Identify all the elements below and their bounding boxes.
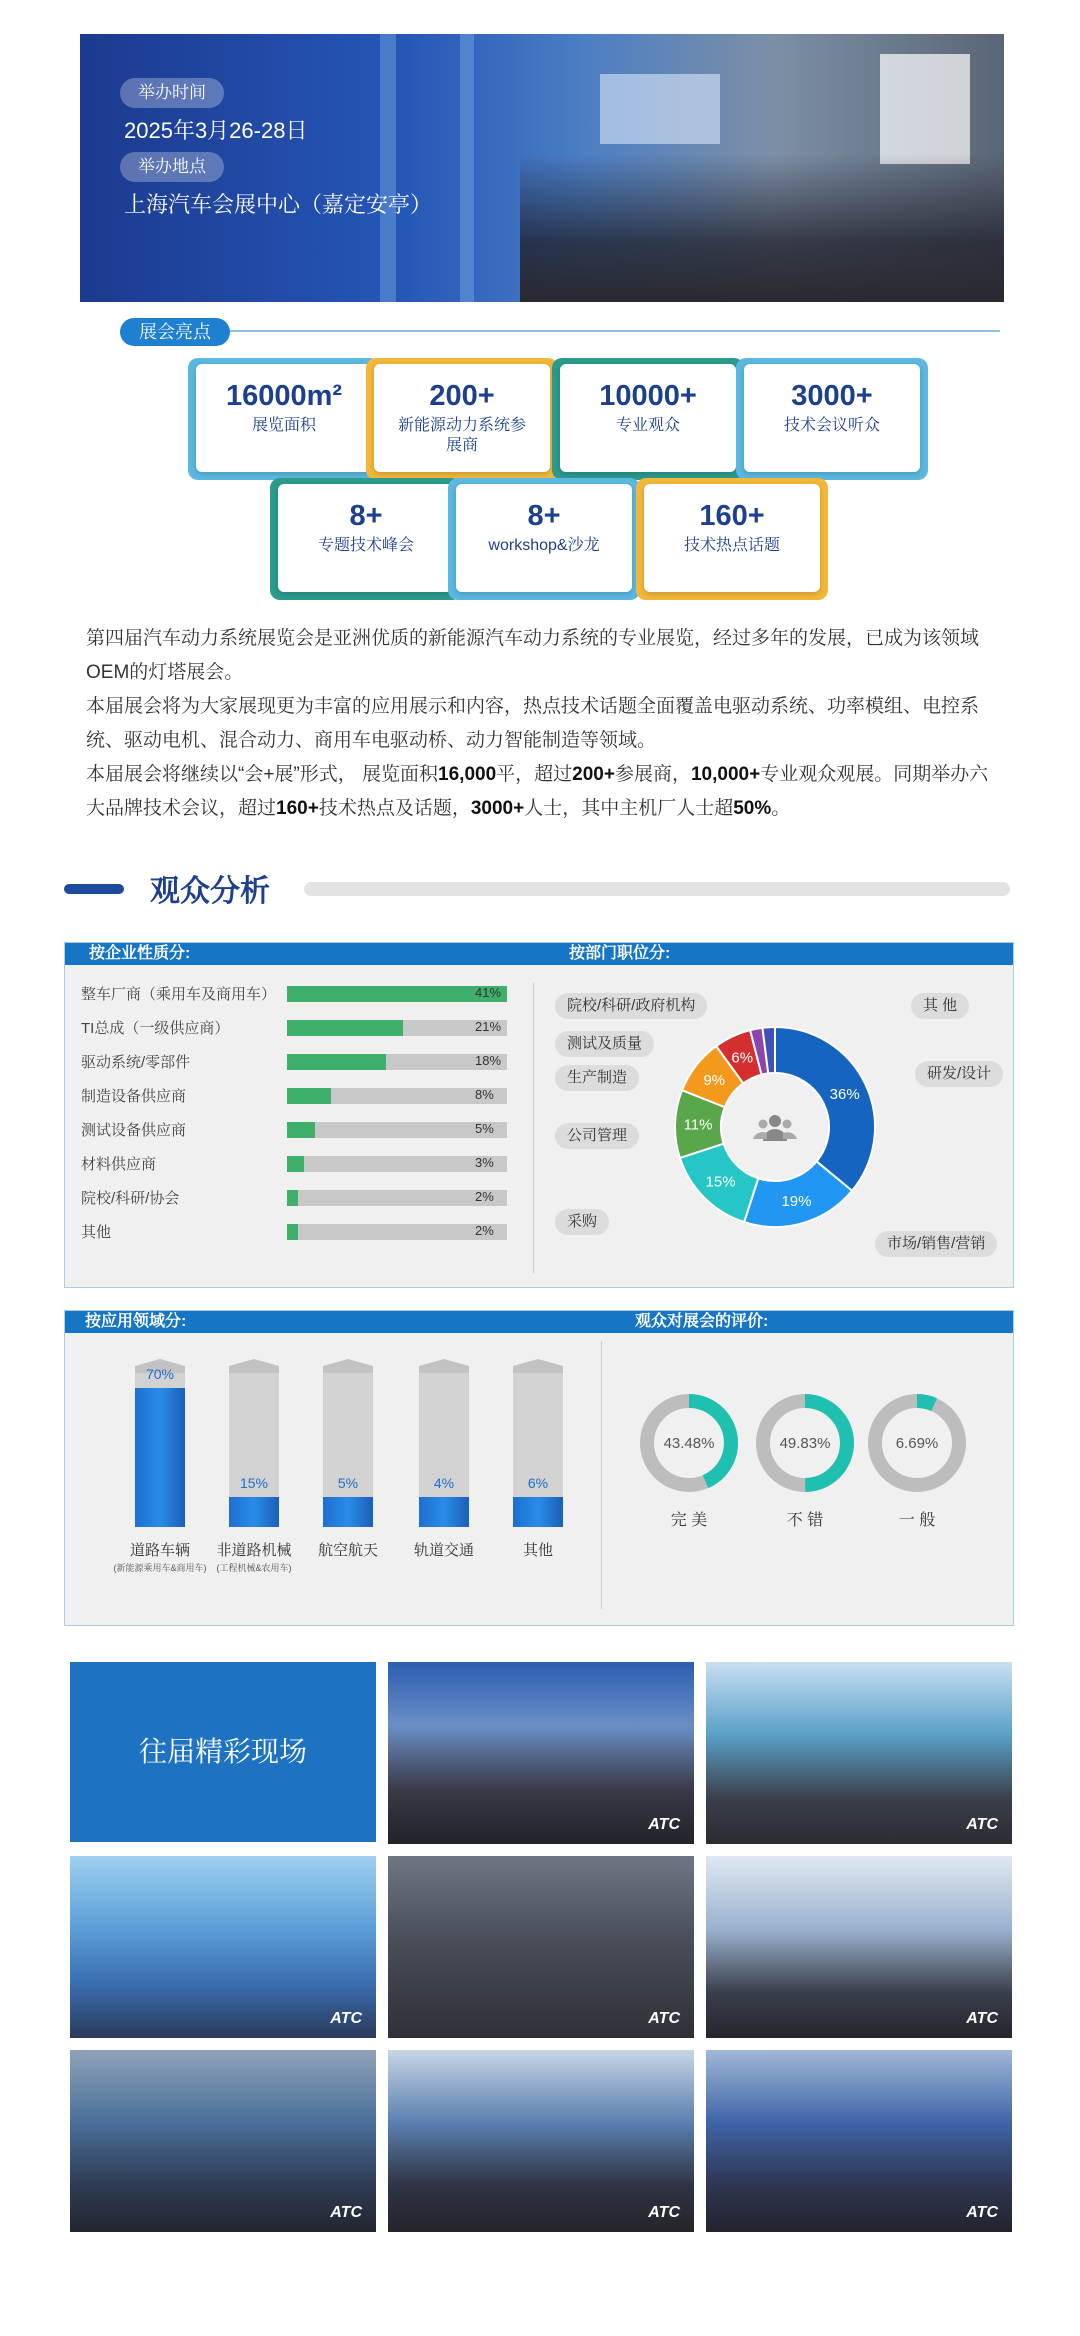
stat-label: 技术热点话题 <box>683 537 780 554</box>
stat-number: 200+ <box>429 380 495 412</box>
intro-paragraph: 本届展会将为大家展现更为丰富的应用展示和内容，热点技术话题全面覆盖电驱动系统、功率模组、电控系统、驱动电机、混合动力、商用车电驱动桥、动力智能制造等领域。 <box>86 696 980 751</box>
pillar-fill <box>135 1388 185 1527</box>
booth-graphic <box>880 54 970 164</box>
section-accent <box>64 884 124 894</box>
pillar-cap <box>419 1359 469 1373</box>
crowd-photo <box>520 154 1004 302</box>
donut-value-label: 15% <box>705 1173 736 1191</box>
company-bar-row <box>81 1085 551 1105</box>
company-bar-label: 制造设备供应商 <box>81 1088 187 1105</box>
stat-number: 8+ <box>349 500 383 532</box>
stat-card <box>560 364 736 472</box>
pillar-fill <box>229 1497 279 1527</box>
gallery-photo <box>706 1856 1012 2038</box>
pillar-label: 轨道交通 <box>413 1542 474 1559</box>
company-bar-fill <box>287 1122 315 1138</box>
dept-label: 研发/设计 <box>915 1061 1003 1087</box>
company-bar-row <box>81 1051 551 1071</box>
donut-value-label: 11% <box>683 1116 713 1134</box>
stat-card <box>744 364 920 472</box>
dept-donut-chart <box>665 1017 885 1237</box>
company-bar-label: 驱动系统/零部件 <box>81 1054 191 1071</box>
company-bar-track <box>287 1122 507 1138</box>
donut-value-label: 6% <box>731 1049 754 1067</box>
pillar-cap <box>513 1359 563 1373</box>
audience-panel-1 <box>64 942 1014 1288</box>
by-dept-title: 按部门职位分: <box>569 945 671 962</box>
intro-text <box>86 622 996 826</box>
hall-pillar <box>460 34 474 302</box>
by-app-title: 按应用领域分: <box>85 1313 187 1330</box>
atc-logo: ATC <box>330 2204 362 2221</box>
intro-paragraph: 第四届汽车动力系统展览会是亚洲优质的新能源汽车动力系统的专业展览，经过多年的发展，已成为该领域OEM的灯塔展会。 <box>86 628 980 683</box>
company-bar-track <box>287 1020 507 1036</box>
intro-paragraph: 本届展会将继续以“会+展”形式， 展览面积16,000平，超过200+参展商，10,000+专业观众观展。同期举办六大品牌技术会议，超过160+技术热点及话题，3000+人士，其中主机厂人士超50%。 <box>86 764 989 819</box>
pillar-sublabel: (工程机械&农用车) <box>216 1563 292 1573</box>
app-pillar <box>419 1359 469 1533</box>
hall-pillar <box>380 34 396 302</box>
company-bar-value: 8% <box>475 1087 494 1102</box>
place-label: 举办地点 <box>120 152 224 182</box>
section-divider <box>304 882 1010 896</box>
gallery-photo <box>388 1662 694 1844</box>
stat-card <box>374 364 550 472</box>
gallery-photo <box>388 2050 694 2232</box>
stat-card <box>644 484 820 592</box>
atc-logo: ATC <box>648 1816 680 1833</box>
pillar-value: 6% <box>527 1475 549 1491</box>
company-bar-label: 其他 <box>81 1224 112 1241</box>
dept-label: 公司管理 <box>555 1123 639 1149</box>
company-bar-track <box>287 1156 507 1172</box>
dept-label: 生产制造 <box>555 1065 639 1091</box>
company-bar-value: 41% <box>475 985 502 1000</box>
audience-panel-2 <box>64 1310 1014 1626</box>
stat-card <box>278 484 454 592</box>
app-pillar <box>229 1359 279 1533</box>
stat-label: 专题技术峰会 <box>317 537 414 554</box>
company-bar-track <box>287 1088 507 1104</box>
app-pillar <box>513 1359 563 1533</box>
svg-text:43.48%: 43.48% <box>663 1435 715 1452</box>
stat-label: 技术会议听众 <box>783 417 880 434</box>
highlights-title: 展会亮点 <box>120 318 230 346</box>
dept-label: 其 他 <box>911 993 969 1019</box>
company-bar-track <box>287 986 507 1002</box>
rating-ring <box>753 1391 857 1495</box>
gallery-photo <box>70 2050 376 2232</box>
rating-title: 观众对展会的评价: <box>635 1313 769 1330</box>
donut-value-label: 36% <box>829 1086 860 1104</box>
atc-logo: ATC <box>330 2010 362 2027</box>
donut-value-label: 9% <box>703 1071 726 1089</box>
company-bar-label: 院校/科研/协会 <box>81 1190 180 1207</box>
atc-logo: ATC <box>966 2204 998 2221</box>
stat-label: 专业观众 <box>615 417 680 434</box>
app-pillar <box>323 1359 373 1533</box>
company-bar-row <box>81 1153 551 1173</box>
company-bar-track <box>287 1054 507 1070</box>
stat-card-body <box>374 364 550 472</box>
time-value: 2025年3月26-28日 <box>124 118 308 143</box>
dept-label: 测试及质量 <box>555 1031 654 1057</box>
pillar-fill <box>419 1497 469 1527</box>
stat-card-body <box>644 484 820 592</box>
pillar-label: 非道路机械 <box>216 1542 292 1559</box>
app-pillar <box>135 1359 185 1533</box>
svg-text:6.69%: 6.69% <box>895 1435 939 1452</box>
company-bar-value: 5% <box>475 1121 494 1136</box>
stat-number: 8+ <box>527 500 561 532</box>
company-bar-value: 2% <box>475 1223 494 1238</box>
stat-label: 展览面积 <box>251 417 316 434</box>
dept-label: 采购 <box>555 1209 609 1235</box>
pillar-value: 70% <box>145 1365 175 1382</box>
gallery-photo <box>706 2050 1012 2232</box>
gallery-photo <box>70 1856 376 2038</box>
stat-card-body <box>744 364 920 472</box>
stat-number: 160+ <box>699 500 765 532</box>
company-bar-label: 测试设备供应商 <box>81 1122 187 1139</box>
panel-header <box>65 943 1013 965</box>
atc-logo: ATC <box>966 1816 998 1833</box>
company-bar-value: 21% <box>475 1019 502 1034</box>
company-bar-row <box>81 1119 551 1139</box>
rating-ring <box>637 1391 741 1495</box>
pillar-value: 5% <box>337 1475 359 1491</box>
rating-label: 完 美 <box>670 1512 708 1529</box>
company-bar-value: 18% <box>475 1053 502 1068</box>
pillar-cap <box>229 1359 279 1373</box>
company-bar-label: 材料供应商 <box>81 1156 157 1173</box>
svg-text:49.83%: 49.83% <box>779 1435 831 1452</box>
stat-card-body <box>196 364 372 472</box>
pillar-label: 道路车辆 <box>129 1542 190 1559</box>
time-label: 举办时间 <box>120 78 224 108</box>
by-company-title: 按企业性质分: <box>89 945 191 962</box>
stat-card <box>456 484 632 592</box>
pillar-label: 航空航天 <box>317 1542 378 1559</box>
stat-number: 16000m² <box>225 380 343 412</box>
audience-title: 观众分析 <box>150 875 270 908</box>
hero-banner <box>80 34 1004 302</box>
stat-card-body <box>560 364 736 472</box>
dept-label: 院校/科研/政府机构 <box>555 993 707 1019</box>
panel-divider <box>533 983 534 1273</box>
section-divider <box>140 330 1000 332</box>
stat-number: 3000+ <box>791 380 873 412</box>
pillar-fill <box>513 1497 563 1527</box>
gallery-photo <box>706 1662 1012 1844</box>
company-bar-fill <box>287 1054 386 1070</box>
company-bar-track <box>287 1190 507 1206</box>
pillar-cap <box>323 1359 373 1373</box>
company-bar-fill <box>287 1156 304 1172</box>
company-bar-fill <box>287 986 507 1002</box>
company-bar-value: 3% <box>475 1155 494 1170</box>
stat-card-body <box>278 484 454 592</box>
place-value: 上海汽车会展中心（嘉定安亭） <box>124 192 433 217</box>
company-bar-row <box>81 983 551 1003</box>
panel-divider <box>601 1341 602 1609</box>
pillar-value: 4% <box>433 1475 455 1491</box>
atc-logo: ATC <box>648 2204 680 2221</box>
pillar-label: 其他 <box>522 1542 553 1559</box>
stat-label: workshop&沙龙 <box>488 537 600 554</box>
rating-label: 一 般 <box>898 1512 936 1529</box>
atc-logo: ATC <box>648 2010 680 2027</box>
donut-value-label: 19% <box>781 1192 812 1210</box>
stat-card-body <box>456 484 632 592</box>
pillar-fill <box>323 1497 373 1527</box>
stat-label: 新能源动力系统参展商 <box>397 417 526 454</box>
company-bar-row <box>81 1187 551 1207</box>
company-bar-track <box>287 1224 507 1240</box>
company-bar-row <box>81 1221 551 1241</box>
atc-logo: ATC <box>966 2010 998 2027</box>
rating-label: 不 错 <box>786 1512 824 1529</box>
booth-graphic <box>600 74 720 144</box>
company-bar-fill <box>287 1190 298 1206</box>
stat-number: 10000+ <box>599 380 697 412</box>
panel-header <box>65 1311 1013 1333</box>
stat-card <box>196 364 372 472</box>
rating-ring <box>865 1391 969 1495</box>
gallery-photo <box>388 1856 694 2038</box>
gallery-title: 往届精彩现场 <box>70 1662 376 1842</box>
pillar-value: 15% <box>239 1475 269 1491</box>
company-bar-value: 2% <box>475 1189 494 1204</box>
company-bar-label: 整车厂商（乘用车及商用车） <box>81 986 277 1003</box>
company-bar-row <box>81 1017 551 1037</box>
dept-label: 市场/销售/营销 <box>875 1231 997 1257</box>
company-bar-label: TI总成（一级供应商） <box>81 1020 230 1037</box>
company-bar-fill <box>287 1020 403 1036</box>
company-bar-fill <box>287 1088 331 1104</box>
company-bar-fill <box>287 1224 298 1240</box>
pillar-sublabel: (新能源乘用车&商用车) <box>113 1563 207 1573</box>
